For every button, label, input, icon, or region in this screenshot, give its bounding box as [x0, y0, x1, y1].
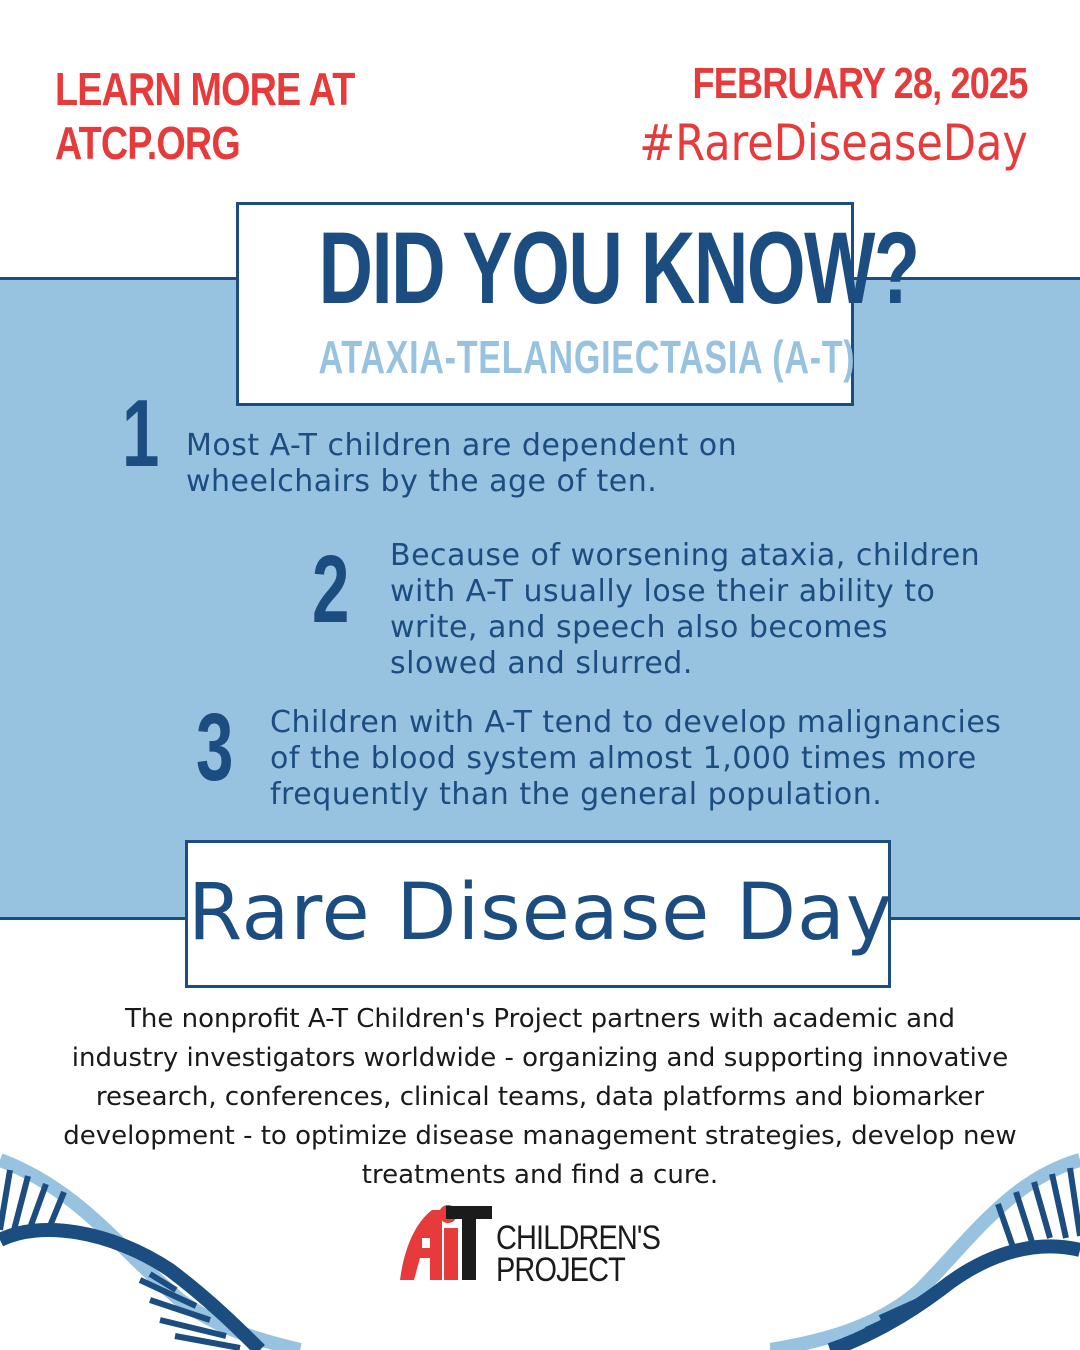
fact-line: write, and speech also becomes: [390, 610, 889, 645]
description-paragraph: [20, 1000, 1060, 1195]
paragraph-line: development - to optimize disease management strategies, develop new: [63, 1121, 1017, 1151]
banner-box: [185, 840, 894, 988]
fact-line: slowed and slurred.: [390, 646, 693, 681]
fact-line: Most A-T children are dependent on: [186, 428, 738, 463]
banner-title: Rare Disease Day: [188, 868, 894, 958]
learn-more-line: LEARN MORE AT: [55, 63, 355, 115]
fact-line: Children with A-T tend to develop malignancies: [270, 705, 1002, 740]
organization-logo[interactable]: [396, 1200, 696, 1290]
paragraph-line: industry investigators worldwide - organizing and supporting innovative: [71, 1043, 1009, 1073]
paragraph-line: treatments and find a cure.: [361, 1160, 719, 1190]
fact-line: with A-T usually lose their ability to: [390, 574, 936, 609]
page-subtitle: ATAXIA-TELANGIECTASIA (A-T): [318, 331, 856, 383]
paragraph-line: research, conferences, clinical teams, data platforms and biomarker: [95, 1082, 985, 1112]
fact-line: of the blood system almost 1,000 times more: [270, 741, 977, 776]
learn-more-text: [55, 62, 354, 170]
logo-text-line1: CHILDREN'S: [496, 1219, 661, 1257]
fact-text-3: [270, 705, 1001, 813]
fact-number-1: 1: [122, 380, 160, 487]
hashtag: #RareDiseaseDay: [639, 114, 1028, 172]
event-date: FEBRUARY 28, 2025: [693, 59, 1028, 108]
title-box: [236, 202, 919, 406]
page-title: DID YOU KNOW?: [318, 211, 919, 325]
fact-line: frequently than the general population.: [270, 777, 883, 812]
website-link[interactable]: ATCP.ORG: [55, 117, 240, 169]
fact-line: Because of worsening ataxia, children: [390, 538, 981, 573]
fact-line: wheelchairs by the age of ten.: [186, 464, 658, 499]
fact-text-1: [186, 428, 737, 500]
logo-text-line2: PROJECT: [496, 1251, 625, 1289]
fact-text-2: [390, 538, 980, 682]
at-logo-icon: [396, 1200, 496, 1286]
fact-number-2: 2: [312, 536, 350, 643]
fact-number-3: 3: [196, 694, 234, 801]
paragraph-line: The nonprofit A-T Children's Project partners with academic and: [125, 1004, 955, 1034]
